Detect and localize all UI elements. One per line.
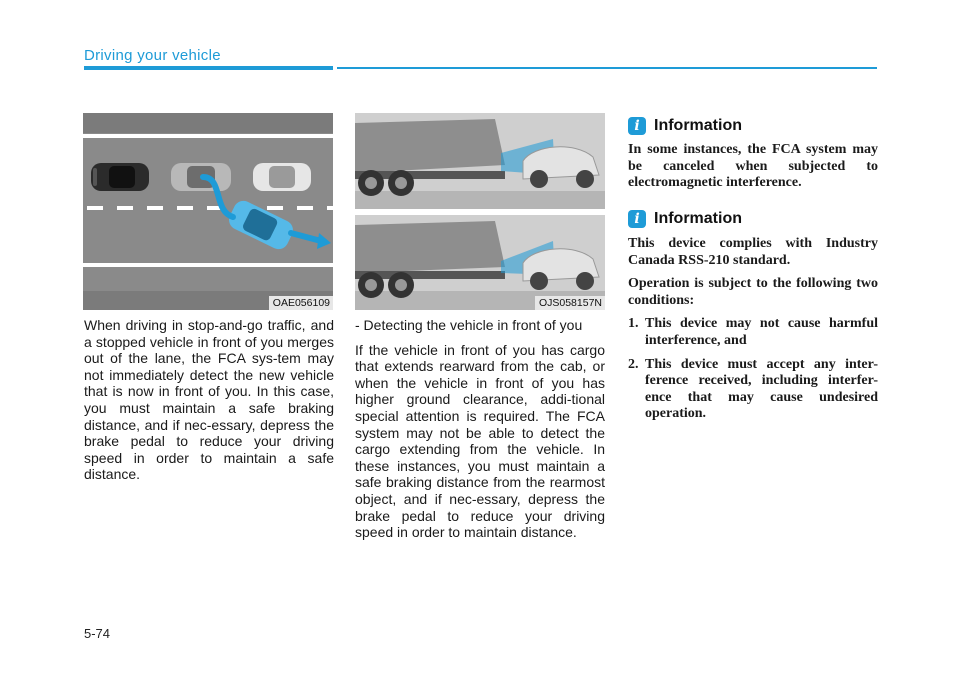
- subheading: - Detecting the vehicle in front of you: [355, 317, 583, 333]
- paragraph: When driving in stop-and-go traffic, and a stopped vehicle in front of you merges out of the lane, the FCA sys-tem may not immediately detect the new vehicle that is now in front of you. In this case, you must maintain a safe braking distance, and if nec-essary, depress the brake pedal to reduce your driving speed in order to maintain a safe distance.: [84, 317, 334, 483]
- info-text-1: [628, 142, 878, 199]
- paragraph: In some instances, the FCA system may be canceled when subjected to electromagnetic interference.: [628, 142, 878, 191]
- paragraph: Operation is subject to the following two conditions:: [628, 276, 878, 308]
- list-number: 1.: [628, 316, 639, 332]
- paragraph: If the vehicle in front of you has cargo that extends rearward from the cab, or when the vehicle in front of you has higher ground clearance, addi-tional special attention is required. The FCA system may not be able to detect the cargo extending from the vehicle. In these instances, you must maintain a safe braking distance from the rearmost object, and if nec-essary, depress the brake pedal to reduce your driving speed in order to maintain distance.: [355, 341, 605, 541]
- truck-cargo-illustration: [355, 113, 605, 310]
- header-bar-accent: [84, 66, 333, 70]
- section-title: Driving your vehicle: [84, 47, 221, 64]
- column-1-text: [84, 317, 334, 491]
- info-text-2: [628, 236, 878, 423]
- column-2-text: [355, 317, 605, 549]
- info-header-2: [628, 209, 742, 229]
- info-icon: i: [628, 210, 646, 228]
- info-icon: i: [628, 117, 646, 135]
- header-rule: [337, 67, 877, 69]
- figure-truck-cargo: [355, 113, 605, 310]
- list-text: This device may not cause harmful interference, and: [645, 316, 878, 348]
- info-title: Information: [654, 117, 742, 134]
- info-title: Information: [654, 210, 742, 227]
- page-number: 5-74: [84, 626, 111, 641]
- figure-lane-merge: [83, 113, 333, 310]
- info-header-1: [628, 116, 742, 136]
- list-number: 2.: [628, 356, 639, 372]
- lane-merge-illustration: [83, 113, 333, 310]
- list-text: This device must accept any inter-ference received, including interfer-ence that may cause undesired operation.: [645, 356, 878, 422]
- figure-caption: OAE056109: [269, 296, 333, 310]
- list-item: [628, 316, 878, 349]
- paragraph: This device complies with Industry Canada RSS-210 standard.: [628, 236, 878, 268]
- list-item: [628, 357, 878, 423]
- figure-caption: OJS058157N: [535, 296, 605, 310]
